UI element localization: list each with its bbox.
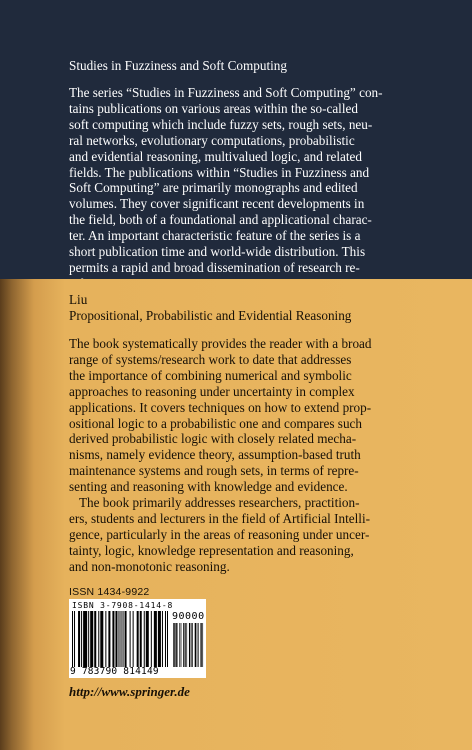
barcode-bar: [83, 611, 87, 667]
barcode-bar: [100, 611, 103, 667]
book-description-line: tainty, logic, knowledge representation and reasoning,: [69, 542, 354, 558]
series-description-line: and evidential reasoning, multivalued logic, and related: [69, 148, 362, 164]
barcode-bar: [146, 611, 149, 667]
barcode-bar: [115, 611, 117, 667]
barcode-bar: [189, 623, 190, 667]
series-description-line: soft computing which include fuzzy sets, rough sets, neu-: [69, 116, 373, 132]
barcode-bar: [198, 623, 199, 667]
series-description-line: The series “Studies in Fuzziness and Soft Computing” con-: [69, 85, 383, 100]
book-description-line: approaches to reasoning under uncertainty in complex: [69, 383, 355, 399]
issn-number: ISSN 1434-9922: [69, 586, 150, 598]
barcode-bar: [165, 611, 166, 667]
book-description-line: applications. It covers techniques on how to extend prop-: [69, 399, 372, 415]
barcode-bar: [154, 611, 157, 667]
barcode: [69, 599, 206, 678]
author-name: Liu: [69, 292, 88, 307]
series-description-line: ral networks, evolutionary computations, probabilistic: [69, 132, 355, 148]
barcode-bar: [123, 611, 124, 667]
book-description-line: ers, students and lecturers in the field of Artificial Intelli-: [69, 510, 371, 526]
barcode-bar: [197, 623, 198, 667]
barcode-bar: [181, 623, 182, 667]
ean-digits: 9 783790 814149: [70, 666, 159, 677]
isbn-number: ISBN 3-7908-1414-8: [72, 601, 174, 610]
barcode-bar: [112, 611, 114, 667]
series-panel: [0, 0, 472, 279]
barcode-bar: [74, 611, 75, 667]
book-description-line: senting and reasoning with knowledge and evidence.: [69, 479, 348, 495]
barcode-bar: [186, 623, 187, 667]
barcode-bar: [176, 623, 177, 667]
barcode-bar: [202, 623, 203, 667]
barcode-bar: [167, 611, 168, 667]
barcode-bar: [98, 611, 99, 667]
ean-barcode-graphic: [70, 611, 170, 667]
book-description-line: range of systems/research work to date that addresses: [69, 351, 352, 367]
barcode-bar: [130, 611, 131, 667]
barcode-bar: [78, 611, 80, 667]
barcode-bar: [90, 611, 93, 667]
series-description: [69, 85, 405, 292]
barcode-bar: [183, 623, 184, 667]
book-title: Propositional, Probabilistic and Evidential Reasoning: [69, 308, 352, 323]
barcode-bar: [173, 623, 174, 667]
barcode-bar: [179, 623, 180, 667]
barcode-bar: [140, 611, 142, 667]
series-description-line: the field, both of a foundational and applicational charac-: [69, 212, 372, 228]
barcode-bar: [81, 611, 82, 667]
book-description-line: derived probabilistic logic with closely related mecha-: [69, 431, 357, 447]
barcode-bar: [88, 611, 89, 667]
barcode-bar: [162, 611, 163, 667]
series-description-line: short publication time and world-wide distribution. This: [69, 244, 366, 260]
barcode-bar: [94, 611, 96, 667]
barcode-bar: [191, 623, 192, 667]
book-description-line: The book systematically provides the reader with a broad: [69, 336, 372, 351]
barcode-bar: [137, 611, 139, 667]
barcode-bar: [144, 611, 145, 667]
barcode-bar: [118, 611, 119, 667]
barcode-bar: [72, 611, 73, 667]
series-title: Studies in Fuzziness and Soft Computing: [69, 58, 287, 73]
barcode-bar: [158, 611, 161, 667]
barcode-bar: [108, 611, 110, 667]
book-description-line: gence, particularly in the areas of reasoning under uncer-: [69, 526, 370, 542]
book-description-line: maintenance systems and rough sets, in terms of repre-: [69, 463, 359, 479]
book-description: [69, 336, 405, 575]
publisher-website: http://www.springer.de: [69, 684, 190, 699]
book-description-line: nisms, namely evidence theory, assumption-based truth: [69, 447, 361, 463]
barcode-bar: [195, 623, 196, 667]
series-description-line: fields. The publications within “Studies in Fuzziness and: [69, 164, 370, 180]
series-description-line: Soft Computing” are primarily monographs and edited: [69, 180, 358, 196]
book-description-line: ositional logic to a probabilistic one and compares such: [69, 415, 362, 431]
book-description-line: The book primarily addresses researchers, practition-: [79, 495, 360, 511]
addon-barcode-graphic: [172, 623, 204, 667]
series-description-line: permits a rapid and broad dissemination of research re-: [69, 259, 360, 275]
series-description-line: tains publications on various areas within the so-called: [69, 100, 358, 116]
price-addon-digits: 90000: [172, 611, 205, 622]
book-description-line: and non-monotonic reasoning.: [69, 558, 230, 574]
barcode-bar: [133, 611, 134, 667]
barcode-bar: [151, 611, 152, 667]
barcode-bar: [125, 611, 127, 667]
barcode-bar: [121, 611, 122, 667]
series-description-line: ter. An important characteristic feature of the series is a: [69, 228, 361, 244]
barcode-bar: [200, 623, 201, 667]
barcode-bar: [185, 623, 186, 667]
barcode-bar: [192, 623, 193, 667]
barcode-bar: [174, 623, 175, 667]
book-description-line: the importance of combining numerical and symbolic: [69, 367, 352, 383]
series-description-line: volumes. They cover significant recent developments in: [69, 196, 365, 212]
barcode-bar: [105, 611, 106, 667]
